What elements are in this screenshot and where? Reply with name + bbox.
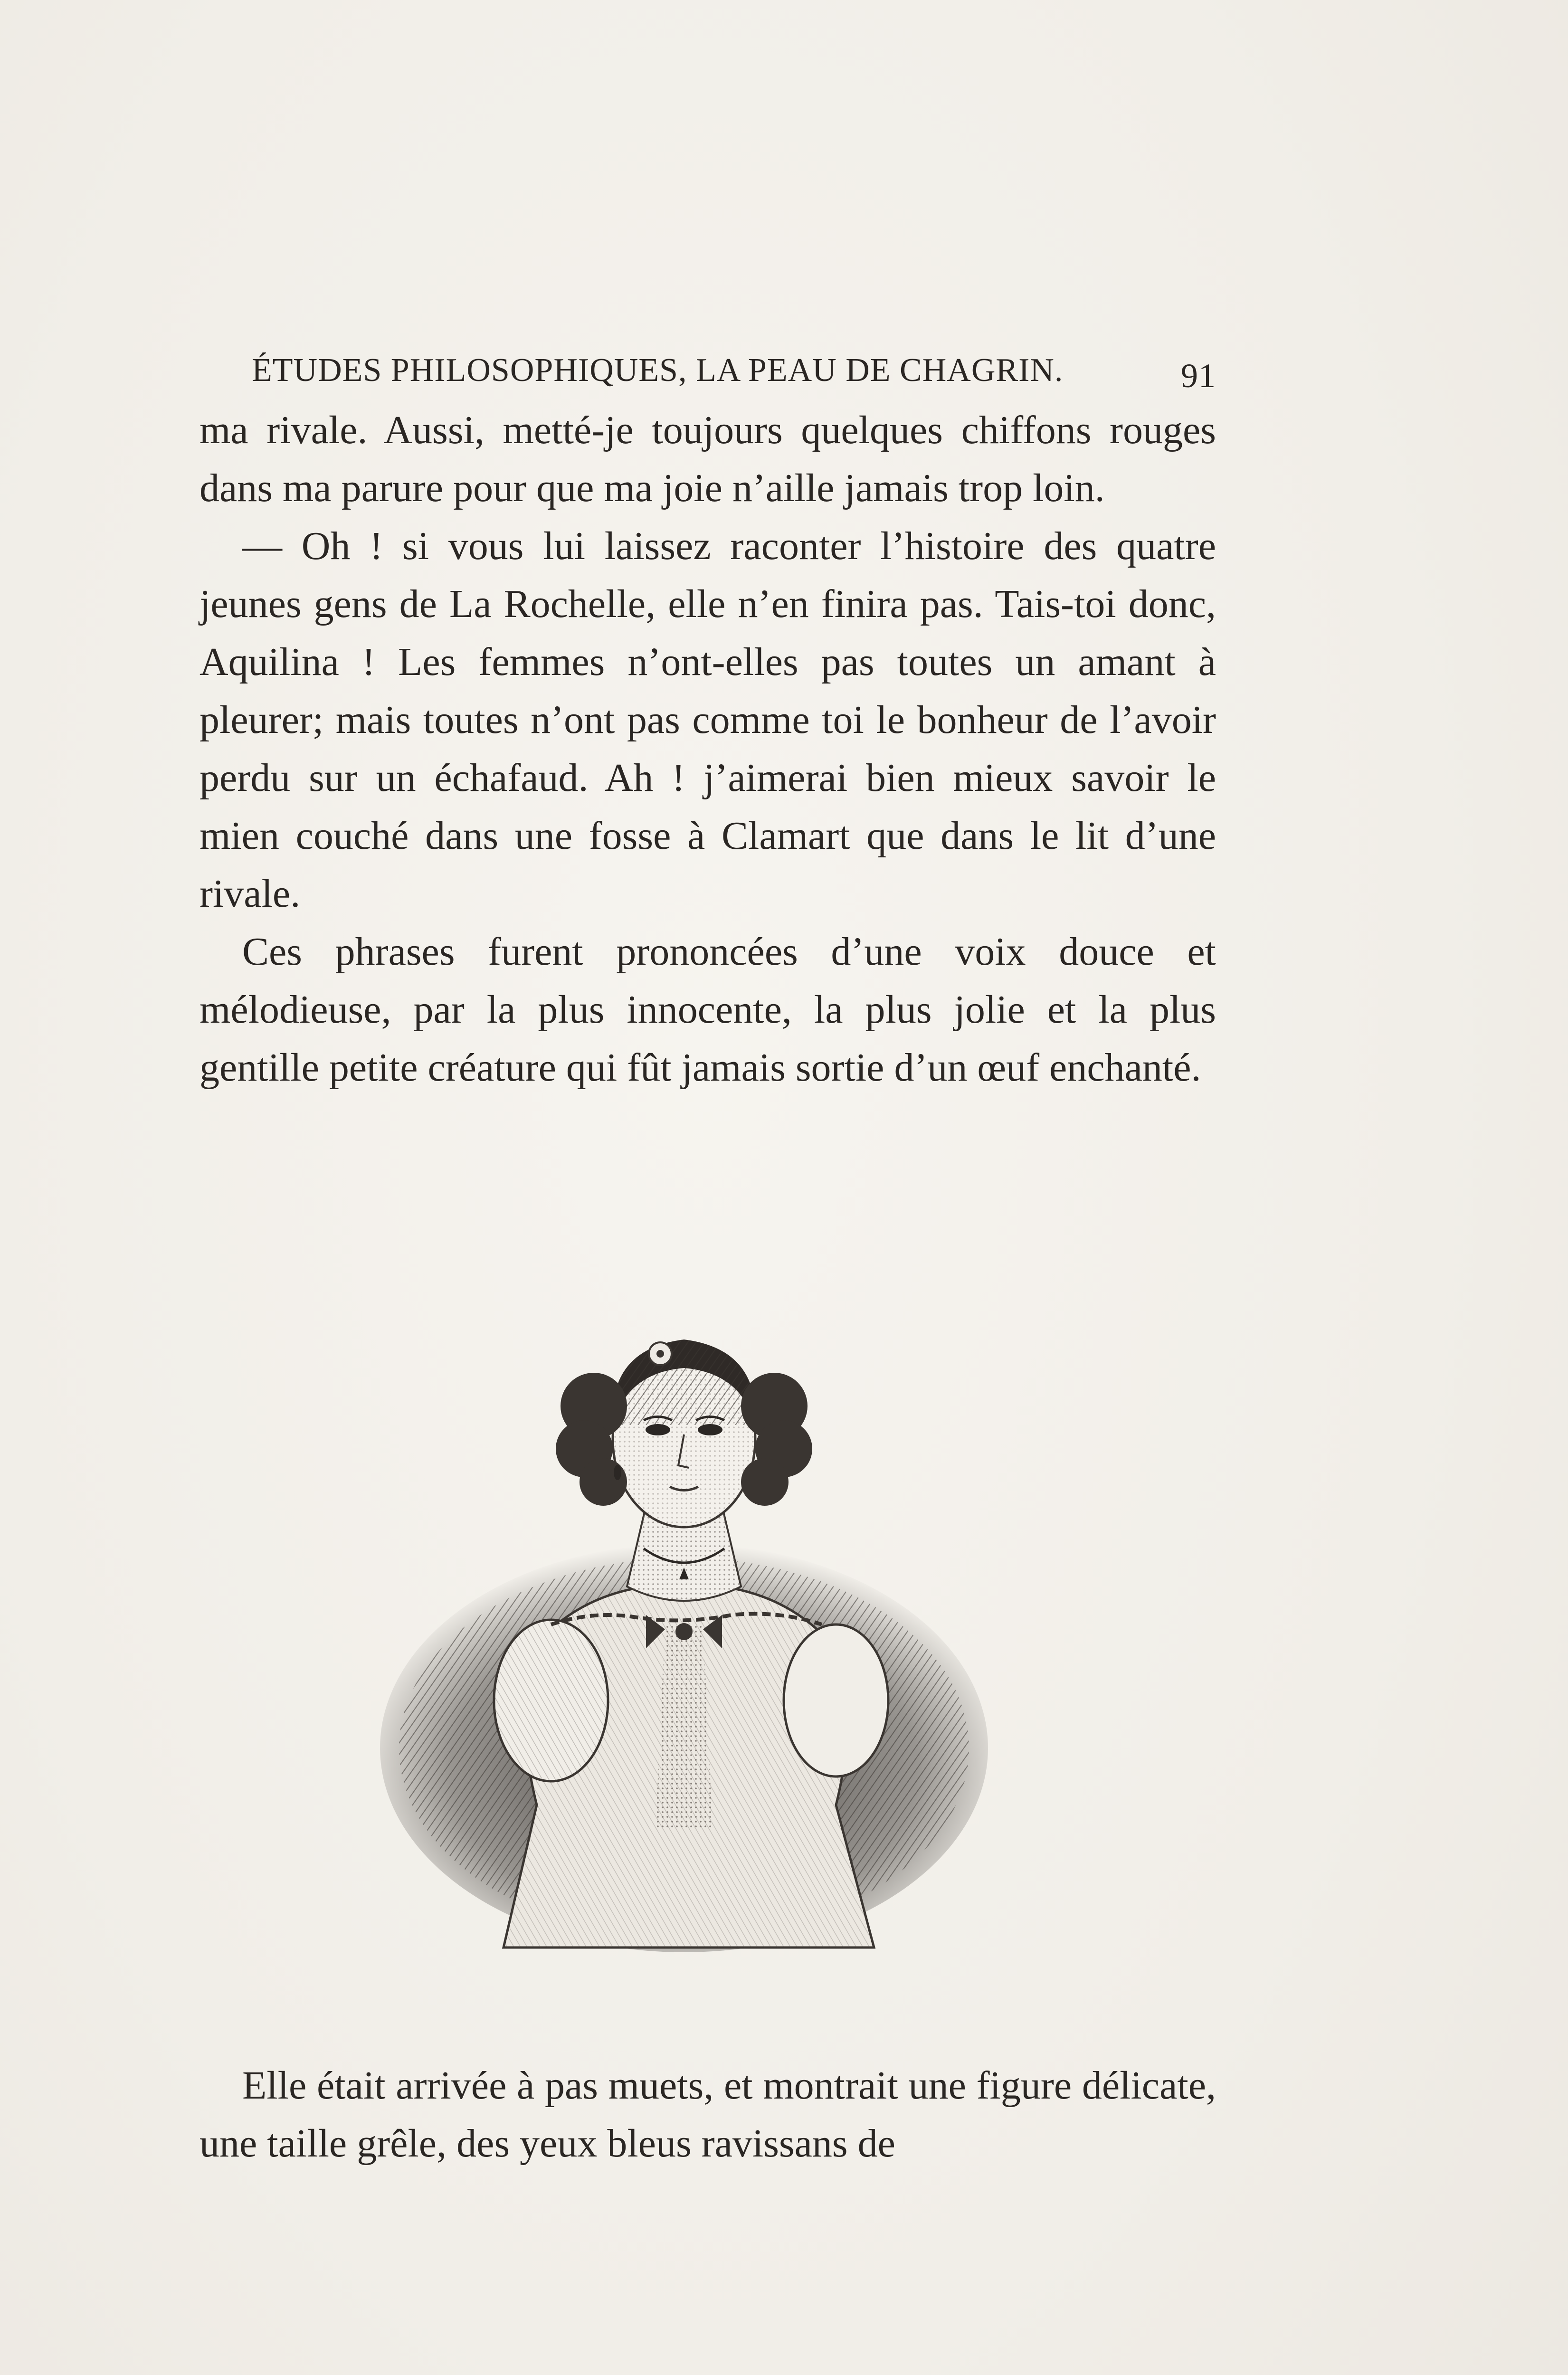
page-header xyxy=(200,342,1216,394)
text-block-top xyxy=(200,401,1216,1097)
paragraph-description: Elle était arrivée à pas muets, et montrait une figure délicate, une taille grêle, des yeux bleus ravissans de xyxy=(200,2063,1216,2166)
paragraph-dialogue: — Oh ! si vous lui laissez raconter l’histoire des quatre jeunes gens de La Rochelle, elle n’en finira pas. Tais-toi donc, Aquilina ! Les femmes n’ont-elles pas toutes un amant à pleurer; mais toutes n’ont pas comme toi le bonheur de l’avoir perdu sur un échafaud. Ah ! j’aimerai bien mieux savoir le mien couché dans une fosse à Clamart que dans le lit d’une rivale. xyxy=(200,524,1216,916)
running-head: ÉTUDES PHILOSOPHIQUES, LA PEAU DE CHAGRIN. xyxy=(252,352,1064,389)
portrait-engraving-icon xyxy=(380,1282,1017,1957)
paragraph-narration: Ces phrases furent prononcées d’une voix douce et mélodieuse, par la plus innocente, la plus jolie et la plus gentille petite créature qui fût jamais sortie d’un œuf enchanté. xyxy=(200,930,1216,1090)
paragraph-continuation: ma rivale. Aussi, metté-je toujours quelques chiffons rouges dans ma parure pour que ma joie n’aille jamais trop loin. xyxy=(200,408,1216,510)
text-block-bottom xyxy=(200,2057,1216,2173)
page-number: 91 xyxy=(1181,357,1216,395)
